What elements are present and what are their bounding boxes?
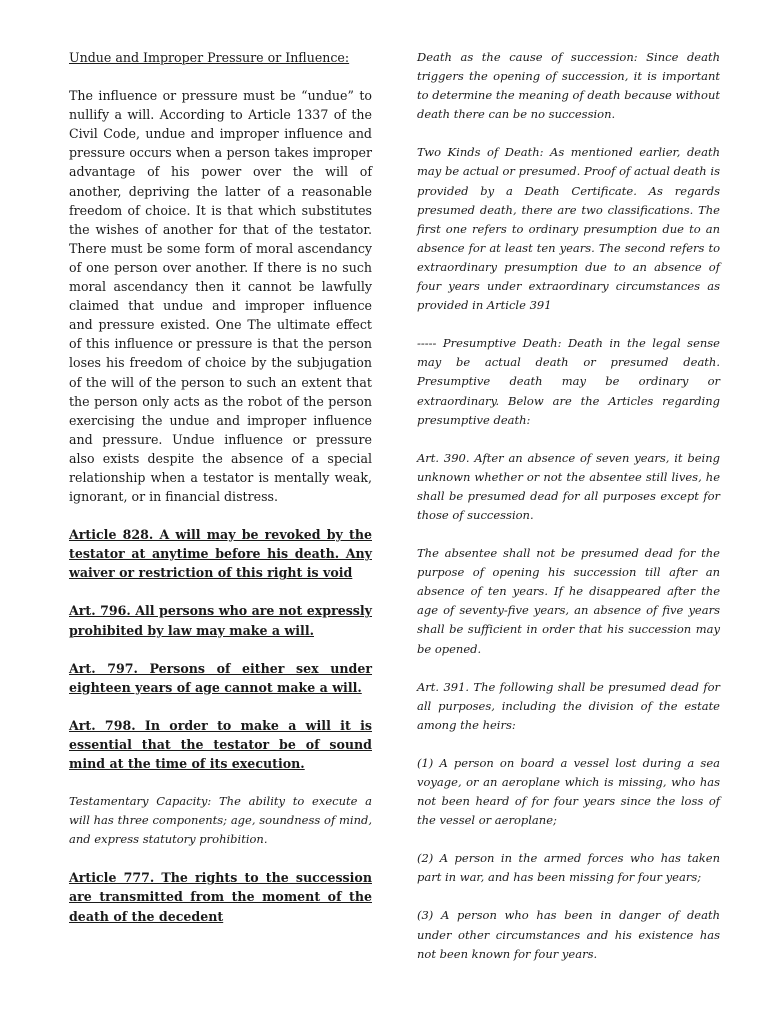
two-kinds-of-death-paragraph: Two Kinds of Death: As mentioned earlier, death may be actual or presumed. Proof of actual death is provided by a Death Certificate. As regards presumed death, there are two classifications. The first one refers to ordinary presumption due to an absence for at least ten years. The second refers to extraordinary presumption due to an absence of four years under extraordinary circumstances as provided in Article 391	[417, 145, 720, 313]
article-391-item-3: (3) A person who has been in danger of death under other circumstances and his existence has not been known for four years.	[417, 908, 720, 961]
article-798: Art. 798. In order to make a will it is essential that the testator be of sound mind at the time of its execution.	[69, 717, 372, 771]
death-cause-paragraph: Death as the cause of succession: Since death triggers the opening of succession, it is important to determine the meaning of death because without death there can be no succession.	[417, 50, 720, 122]
article-391-item-1: (1) A person on board a vessel lost during a sea voyage, or an aeroplane which is missing, who has not been heard of for four years since the loss of the vessel or aeroplane;	[417, 755, 720, 828]
undue-influence-paragraph: The influence or pressure must be “undue” to nullify a will. According to Article 1337 of the Civil Code, undue and improper influence and pressure occurs when a person takes improper advantage of his power over the will of another, depriving the latter of a reasonable freedom of choice. It is that which substitutes the wishes of another for that of the testator. There must be some form of moral ascendancy of one person over another. If there is no such moral ascendancy then it cannot be lawfully claimed that undue and improper influence and pressure existed. One The ultimate effect of this influence or pressure is that the person loses his freedom of choice by the subjugation of the will of the person to such an extent that the person only acts as the robot of the person exercising the undue and improper influence and pressure. Undue influence or pressure also exists despite the absence of a special relationship when a testator is mentally weak, ignorant, or in financial distress.	[69, 88, 372, 505]
left-column	[69, 48, 372, 926]
article-391: Art. 391. The following shall be presumed dead for all purposes, including the division of the estate among the heirs:	[417, 679, 720, 732]
presumptive-death-paragraph: ----- Presumptive Death: Death in the legal sense may be actual death or presumed death. Presumptive death may be ordinary or extraordinary. Below are the Articles regarding presumptive death:	[417, 336, 720, 427]
article-777: Article 777. The rights to the succession are transmitted from the moment of the death of the decedent	[69, 870, 372, 924]
article-390-continued: The absentee shall not be presumed dead for the purpose of opening his succession till after an absence of ten years. If he disappeared after the age of seventy-five years, an absence of five years shall be sufficient in order that his succession may be opened.	[417, 546, 720, 656]
testamentary-capacity-note: Testamentary Capacity: The ability to execute a will has three components; age, soundness of mind, and express statutory prohibition.	[69, 794, 372, 847]
article-797: Art. 797. Persons of either sex under eighteen years of age cannot make a will.	[69, 660, 372, 695]
right-column	[417, 48, 720, 964]
article-391-item-2: (2) A person in the armed forces who has taken part in war, and has been missing for four years;	[417, 851, 720, 885]
article-828: Article 828. A will may be revoked by the testator at anytime before his death. Any waiver or restriction of this right is void	[69, 527, 372, 581]
section-heading: Undue and Improper Pressure or Influence:	[69, 50, 350, 65]
article-390: Art. 390. After an absence of seven years, it being unknown whether or not the absentee still lives, he shall be presumed dead for all purposes except for those of succession.	[417, 450, 720, 522]
article-796: Art. 796. All persons who are not expressly prohibited by law may make a will.	[69, 603, 372, 638]
